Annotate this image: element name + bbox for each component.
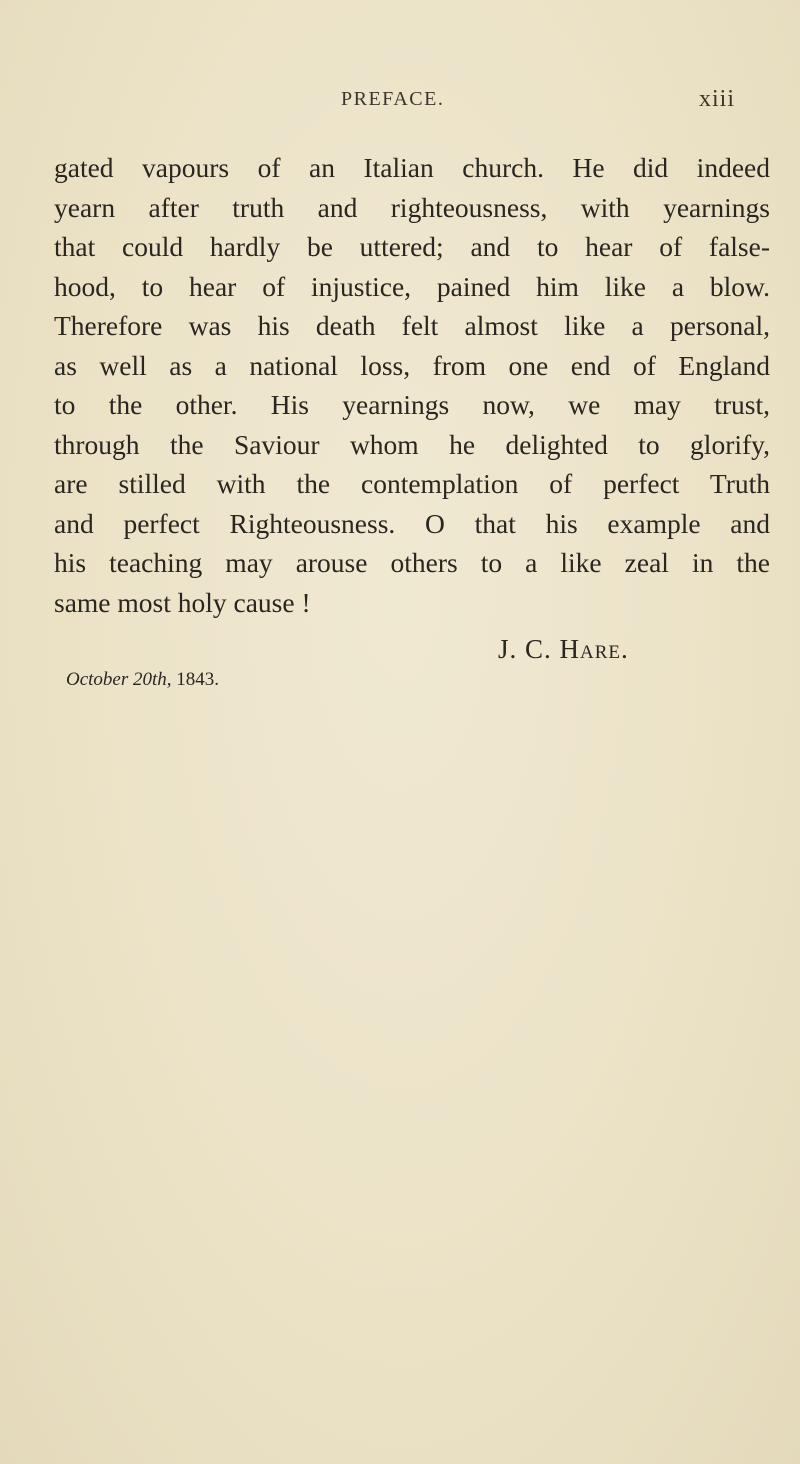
date-year: 1843. [176, 669, 220, 690]
text-line: same most holy cause ! [54, 586, 311, 618]
running-head [0, 88, 800, 118]
text-line: yearn after truth and righteousness, with yearnings [54, 191, 770, 223]
date-day: 20th, [133, 669, 172, 690]
text-line: are stilled with the contemplation of perfect Truth [54, 468, 770, 499]
text-line: that could hardly be uttered; and to hear of false- [54, 231, 770, 262]
text-line: as well as a national loss, from one end of England [54, 349, 770, 381]
signature-surname: Hare. [559, 634, 629, 664]
dateline [66, 669, 219, 691]
text-line: his teaching may arouse others to a like zeal in the [54, 547, 770, 578]
date-month: October [66, 669, 129, 690]
text-line: gated vapours of an Italian church. He did indeed [54, 152, 770, 183]
signature-initials: J. C. [498, 634, 552, 664]
preface-paragraph [54, 148, 770, 622]
text-line: through the Saviour whom he delighted to glorify, [54, 428, 770, 460]
author-signature [498, 634, 629, 665]
running-title: PREFACE. [341, 88, 445, 110]
text-line: hood, to hear of injustice, pained him like a blow. [54, 270, 770, 302]
text-line: Therefore was his death felt almost like a personal, [54, 310, 770, 341]
text-line: and perfect Righteousness. O that his example and [54, 507, 770, 539]
text-line: to the other. His yearnings now, we may trust, [54, 389, 770, 420]
page-number: xiii [699, 86, 736, 112]
